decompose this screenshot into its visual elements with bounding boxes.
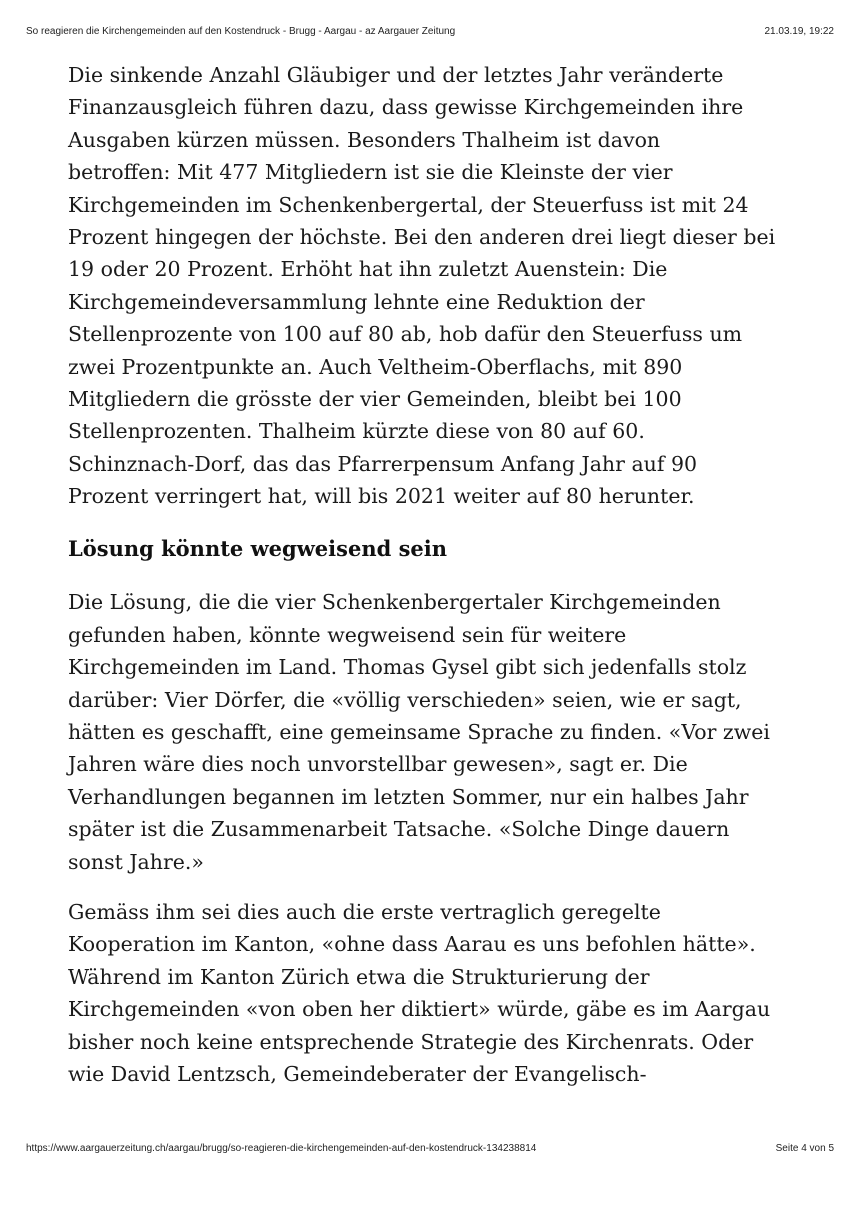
text-line: Stellenprozenten. Thalheim kürzte diese von 80 auf 60. — [68, 419, 645, 444]
text-line: Verhandlungen begannen im letzten Sommer, nur ein halbes Jahr — [68, 784, 749, 809]
text-line: Die Lösung, die die vier Schenkenbergertaler Kirchgemeinden — [68, 590, 721, 615]
text-line: sonst Jahre.» — [68, 849, 204, 874]
text-line: gefunden haben, könnte wegweisend sein für weitere — [68, 622, 627, 647]
text-line: Schinznach-Dorf, das das Pfarrerpensum Anfang Jahr auf 90 — [68, 451, 698, 476]
text-line: 19 oder 20 Prozent. Erhöht hat ihn zuletzt Auenstein: Die — [68, 257, 668, 282]
text-line: Kooperation im Kanton, «ohne dass Aarau es uns befohlen hätte». — [68, 932, 756, 957]
page-url: https://www.aargauerzeitung.ch/aargau/brugg/so-reagieren-die-kirchengemeinden-auf-den-kostendruck-134238814 — [26, 1143, 537, 1154]
text-line: Kirchgemeinden im Land. Thomas Gysel gibt sich jedenfalls stolz — [68, 655, 747, 680]
text-line: Finanzausgleich führen dazu, dass gewisse Kirchgemeinden ihre — [68, 95, 744, 120]
article-body — [68, 59, 808, 1090]
text-line: hätten es geschafft, eine gemeinsame Sprache zu finden. «Vor zwei — [68, 720, 770, 745]
paragraph-1 — [68, 59, 808, 512]
text-line: Kirchgemeindeversammlung lehnte eine Reduktion der — [68, 289, 645, 314]
text-line: zwei Prozentpunkte an. Auch Veltheim-Oberflachs, mit 890 — [68, 354, 683, 379]
text-line: Ausgaben kürzen müssen. Besonders Thalheim ist davon — [68, 127, 661, 152]
text-line: Stellenprozente von 100 auf 80 ab, hob dafür den Steuerfuss um — [68, 322, 743, 347]
text-line: darüber: Vier Dörfer, die «völlig verschieden» seien, wie er sagt, — [68, 687, 742, 712]
paragraph-3 — [68, 896, 808, 1090]
print-footer — [26, 1142, 834, 1156]
print-datetime: 21.03.19, 19:22 — [764, 26, 834, 37]
text-line: Jahren wäre dies noch unvorstellbar gewesen», sagt er. Die — [68, 752, 688, 777]
subheading: Lösung könnte wegweisend sein — [68, 536, 448, 562]
paragraph-spacer — [68, 878, 808, 896]
paragraph-2 — [68, 586, 808, 878]
text-line: Die sinkende Anzahl Gläubiger und der letztes Jahr veränderte — [68, 63, 724, 87]
text-line: Prozent verringert hat, will bis 2021 weiter auf 80 herunter. — [68, 484, 695, 509]
text-line: Mitgliedern die grösste der vier Gemeinden, bleibt bei 100 — [68, 386, 682, 411]
text-line: Kirchgemeinden «von oben her diktiert» würde, gäbe es im Aargau — [68, 997, 771, 1022]
text-line: bisher noch keine entsprechende Strategie des Kirchenrats. Oder — [68, 1029, 754, 1054]
text-line: betroffen: Mit 477 Mitgliedern ist sie die Kleinste der vier — [68, 160, 673, 185]
page-number: Seite 4 von 5 — [775, 1143, 834, 1154]
text-line: Kirchgemeinden im Schenkenbergertal, der Steuerfuss ist mit 24 — [68, 192, 749, 217]
text-line: Gemäss ihm sei dies auch die erste vertraglich geregelte — [68, 899, 661, 924]
text-line: Prozent hingegen der höchste. Bei den anderen drei liegt dieser bei — [68, 224, 776, 249]
text-line: Während im Kanton Zürich etwa die Strukturierung der — [68, 964, 650, 989]
text-line: später ist die Zusammenarbeit Tatsache. «Solche Dinge dauern — [68, 817, 730, 842]
page-title: So reagieren die Kirchengemeinden auf den Kostendruck - Brugg - Aargau - az Aargauer Zeitung — [26, 26, 456, 37]
print-header — [26, 25, 834, 39]
text-line: wie David Lentzsch, Gemeindeberater der Evangelisch- — [68, 1061, 647, 1086]
